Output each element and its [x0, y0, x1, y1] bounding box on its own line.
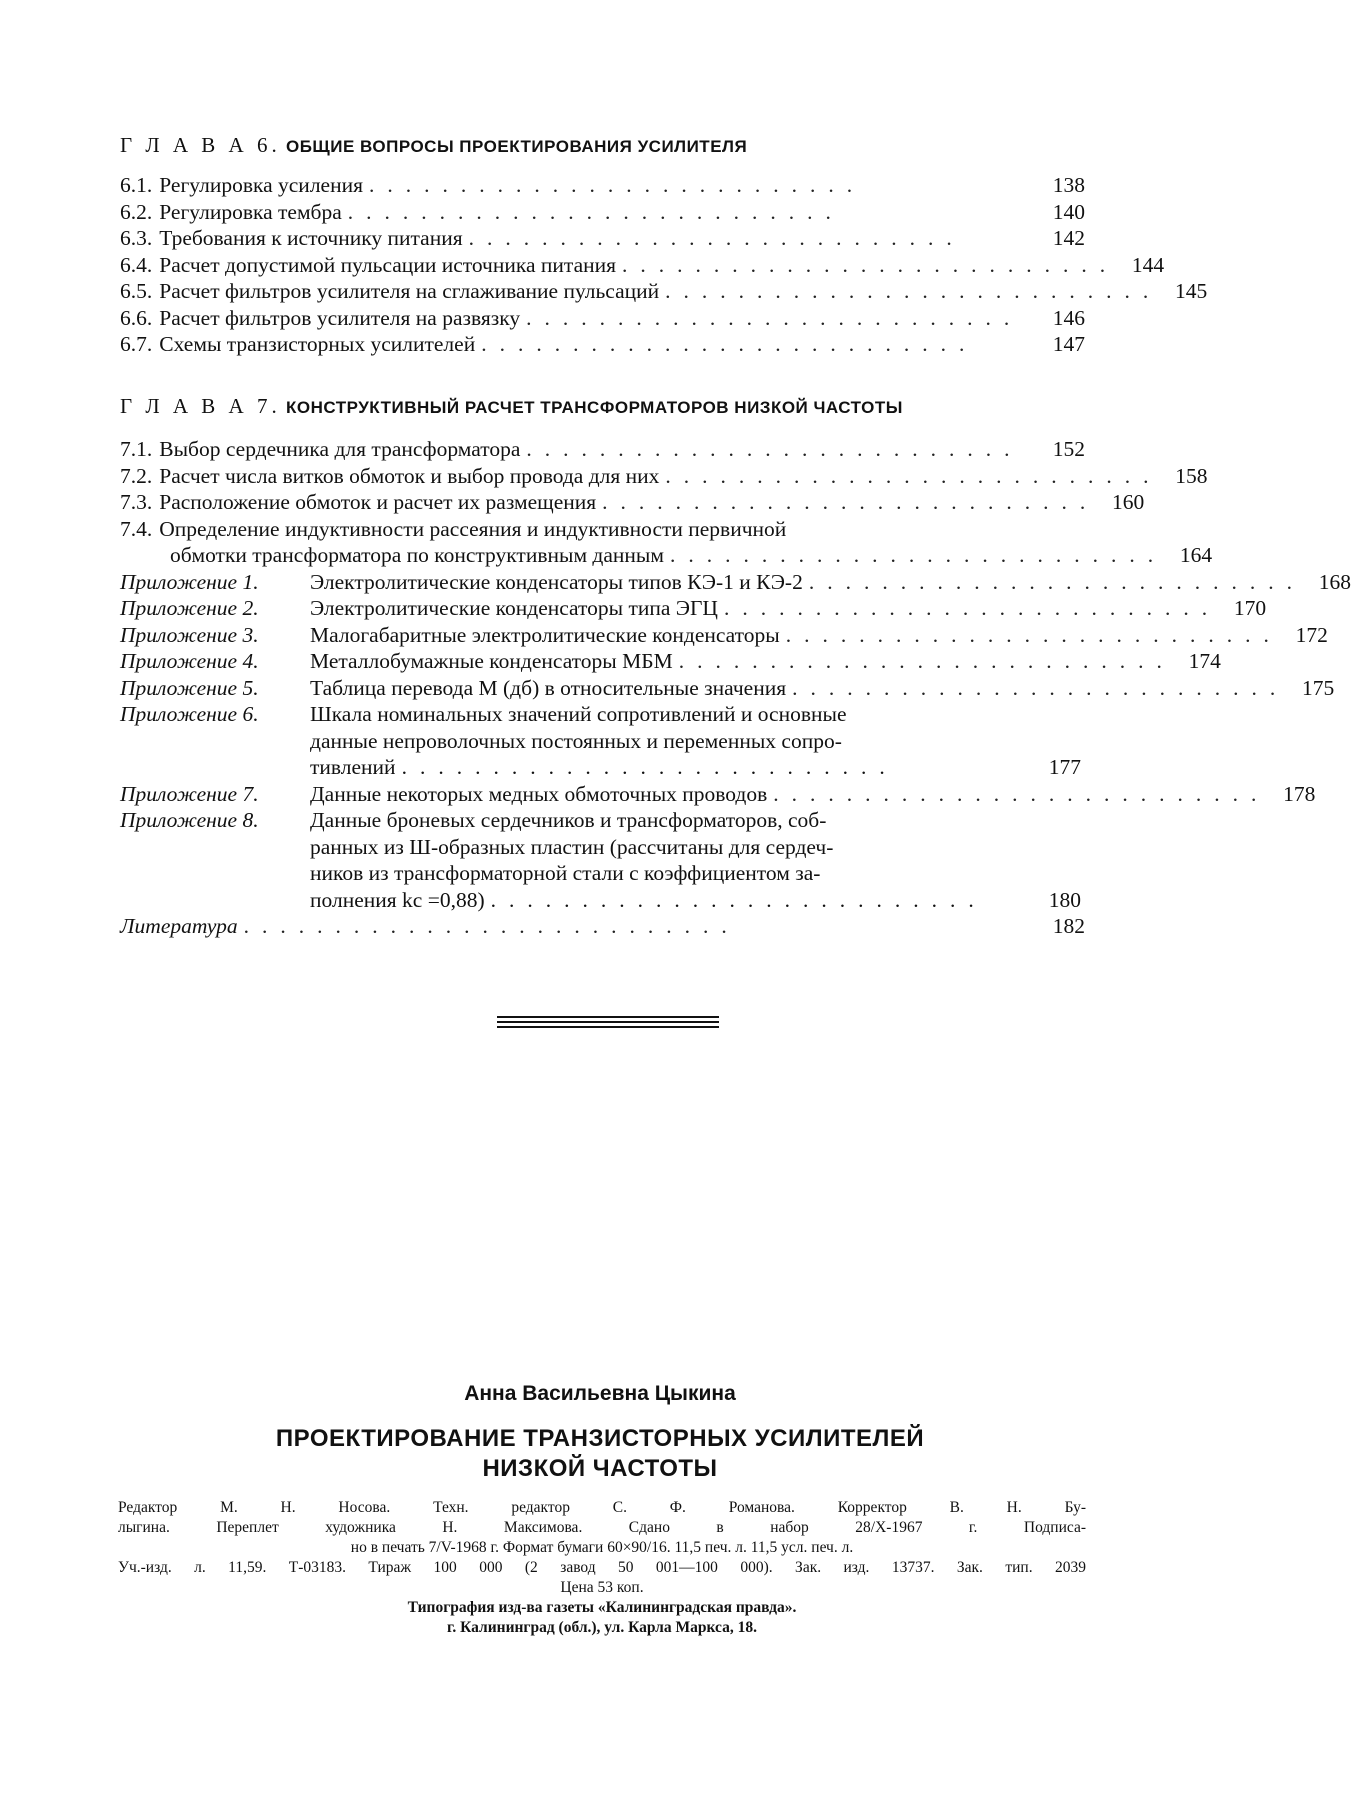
chapter-6-list — [120, 172, 1208, 358]
appendix-label: Приложение 6. — [120, 702, 259, 726]
appendix-title: Металлобумажные конденсаторы МБМ — [310, 649, 673, 673]
toc-entry-title: Расчет фильтров усилителя на сглаживание пульсаций — [159, 279, 660, 303]
toc-entry-title: Выбор сердечника для трансформатора — [159, 437, 521, 461]
literature-page: 182 — [1052, 914, 1085, 938]
toc-entry-page: 145 — [1175, 279, 1208, 303]
chapter-6-title: ОБЩИЕ ВОПРОСЫ ПРОЕКТИРОВАНИЯ УСИЛИТЕЛЯ — [285, 137, 748, 156]
leader-dots: ........................... — [481, 332, 978, 356]
leader-dots: ........................... — [723, 596, 1221, 620]
toc-entry-number: 6.2. — [120, 199, 153, 224]
chapter-7-section — [120, 392, 1351, 940]
appendix-page: 180 — [1048, 887, 1081, 912]
toc-entry — [120, 305, 1085, 332]
toc-entry-number: 7.2. — [120, 463, 153, 488]
appendix-title-continuation: данные непроволочных постоянных и переменных сопро- — [310, 728, 842, 753]
leader-dots: ........................... — [243, 914, 740, 938]
leader-dots: ........................... — [665, 463, 1162, 488]
colophon-line: Редактор М. Н. Носова. Техн. редактор С. Ф. Романова. Корректор В. Н. Бу- — [118, 1499, 1086, 1516]
appendix-title-continuation: ранных из Ш-образных пластин (рассчитаны для сердеч- — [310, 834, 834, 859]
appendix-title: Малогабаритные электролитические конденсаторы — [310, 622, 780, 647]
appendix-title-continuation: ников из трансформаторной стали с коэффициентом за- — [310, 861, 821, 885]
toc-entry-page: 142 — [1052, 226, 1085, 250]
appendix-entry — [120, 701, 1085, 781]
toc-entry-page: 144 — [1131, 252, 1165, 277]
toc-entry-title: Схемы транзисторных усилителей — [159, 332, 476, 356]
leader-dots: ........................... — [792, 675, 1289, 700]
toc-entry-number: 7.1. — [120, 437, 153, 461]
toc-entry-page: 140 — [1052, 199, 1085, 224]
toc-entry-title: Регулировка тембра — [159, 199, 342, 224]
colophon — [118, 1498, 1086, 1638]
appendix-title: Электролитические конденсаторы типа ЭГЦ — [310, 596, 718, 620]
toc-entry-continuation — [120, 542, 1213, 569]
appendix-entry — [120, 622, 1328, 649]
appendix-page: 175 — [1301, 675, 1335, 700]
appendix-label: Приложение 7. — [120, 781, 259, 806]
appendix-entry — [120, 569, 1351, 596]
appendix-entry — [120, 781, 1316, 808]
toc-entry — [120, 172, 1085, 199]
leader-dots: ........................... — [669, 543, 1167, 567]
appendix-label: Приложение 2. — [120, 596, 259, 620]
chapter-7-title: КОНСТРУКТИВНЫЙ РАСЧЕТ ТРАНСФОРМАТОРОВ НИЗКОЙ ЧАСТОТЫ — [285, 398, 903, 417]
toc-entry-number: 6.6. — [120, 305, 153, 330]
toc-entry — [120, 463, 1208, 490]
appendix-entry — [120, 807, 1085, 913]
appendix-page: 178 — [1283, 781, 1316, 806]
toc-entry-title: Требования к источнику питания — [159, 226, 463, 250]
toc-entry-number: 6.5. — [120, 279, 153, 303]
appendix-label: Приложение 8. — [120, 808, 259, 832]
toc-entry-title: Определение индуктивности рассеяния и индуктивности первичной — [159, 516, 787, 541]
chapter-7-label: Г Л А В А 7. — [120, 394, 281, 418]
separator-rule — [497, 1016, 719, 1018]
appendix-page: 177 — [1048, 755, 1081, 779]
toc-entry-page: 138 — [1052, 173, 1085, 197]
appendix-label: Приложение 1. — [120, 569, 259, 594]
toc-entry-page: 147 — [1052, 332, 1085, 356]
appendix-title: Данные некоторых медных обмоточных проводов — [310, 781, 768, 806]
toc-entry-page: 152 — [1052, 437, 1085, 461]
appendix-title: Таблица перевода М (дб) в относительные значения — [310, 675, 787, 700]
toc-entry — [120, 199, 1085, 226]
appendix-label: Приложение 5. — [120, 675, 259, 700]
toc-entry — [120, 436, 1085, 463]
separator-rule — [497, 1021, 719, 1023]
toc-entry — [120, 516, 1085, 543]
appendix-entry — [120, 675, 1335, 702]
toc-entry-number: 6.3. — [120, 226, 153, 250]
colophon-line: г. Калининград (обл.), ул. Карла Маркса, 18. — [447, 1619, 757, 1636]
toc-entry-number: 7.3. — [120, 490, 153, 514]
chapter-6-section — [120, 132, 1208, 358]
literature-label: Литература — [120, 914, 238, 938]
toc-entry-title: Расчет фильтров усилителя на развязку — [159, 305, 521, 330]
toc-entry-number: 6.4. — [120, 252, 153, 277]
leader-dots: ........................... — [369, 173, 866, 197]
leader-dots: ........................... — [602, 490, 1099, 514]
leader-dots: ........................... — [401, 755, 898, 779]
book-title-line: ПРОЕКТИРОВАНИЕ ТРАНЗИСТОРНЫХ УСИЛИТЕЛЕЙ — [275, 1425, 925, 1452]
toc-entry-page: 164 — [1179, 543, 1213, 567]
toc-entry-title: Расположение обмоток и расчет их размещения — [159, 490, 597, 514]
chapter-6-label: Г Л А В А 6. — [120, 133, 281, 157]
separator-rule — [497, 1026, 719, 1028]
appendix-title: Электролитические конденсаторы типов КЭ-1 и КЭ-2 — [310, 569, 803, 594]
toc-entry — [120, 225, 1085, 252]
leader-dots: ........................... — [665, 279, 1162, 303]
leader-dots: ........................... — [347, 199, 844, 224]
toc-entry-title: Регулировка усиления — [159, 173, 363, 197]
leader-dots: ........................... — [785, 622, 1282, 647]
colophon-line: лыгина. Переплет художника Н. Максимова. Сдано в набор 28/X-1967 г. Подписа- — [118, 1519, 1086, 1536]
appendix-title-continuation: полнения kс =0,88) — [310, 887, 485, 912]
toc-entry — [120, 278, 1208, 305]
toc-entry-number: 6.1. — [120, 173, 153, 197]
appendix-entry — [120, 595, 1267, 622]
appendix-title: Шкала номинальных значений сопротивлений и основные — [310, 702, 847, 726]
toc-entry-page: 158 — [1175, 463, 1208, 488]
toc-entry-page: 146 — [1052, 305, 1085, 330]
colophon-line: но в печать 7/V-1968 г. Формат бумаги 60×90/16. 11,5 печ. л. 11,5 усл. печ. л. — [350, 1539, 854, 1556]
appendix-label: Приложение 3. — [120, 622, 259, 647]
appendix-page: 172 — [1295, 622, 1328, 647]
book-title-line: НИЗКОЙ ЧАСТОТЫ — [482, 1455, 718, 1482]
toc-entry-title: Расчет числа витков обмоток и выбор провода для них — [159, 463, 660, 488]
colophon-line: Цена 53 коп. — [560, 1579, 644, 1596]
toc-entry-page: 160 — [1112, 490, 1145, 514]
chapter-7-list — [120, 436, 1351, 940]
toc-entry-title: Расчет допустимой пульсации источника питания — [159, 252, 617, 277]
toc-entry — [120, 489, 1145, 516]
leader-dots: ........................... — [468, 226, 965, 250]
chapter-7-heading — [120, 392, 1085, 422]
leader-dots: ........................... — [526, 437, 1023, 461]
appendix-page: 170 — [1233, 596, 1267, 620]
toc-entry — [120, 252, 1165, 279]
leader-dots: ........................... — [490, 887, 987, 912]
appendix-title-continuation: тивлений — [310, 755, 396, 779]
toc-entry — [120, 331, 1085, 358]
book-title — [0, 1424, 1200, 1484]
chapter-6-heading — [120, 132, 1085, 160]
toc-entry-number: 6.7. — [120, 332, 153, 356]
leader-dots: ........................... — [622, 252, 1119, 277]
colophon-line: Типография изд-ва газеты «Калининградская правда». — [407, 1599, 797, 1616]
appendix-entry — [120, 648, 1221, 675]
literature-entry — [120, 913, 1085, 940]
appendix-title: Данные броневых сердечников и трансформаторов, соб- — [310, 808, 827, 832]
toc-entry-number: 7.4. — [120, 516, 153, 541]
leader-dots: ........................... — [526, 305, 1023, 330]
appendix-label: Приложение 4. — [120, 649, 259, 673]
leader-dots: ........................... — [808, 569, 1305, 594]
appendix-page: 168 — [1318, 569, 1351, 594]
appendix-page: 174 — [1188, 649, 1221, 673]
leader-dots: ........................... — [773, 781, 1270, 806]
author-name: Анна Васильевна Цыкина — [464, 1382, 736, 1405]
colophon-line: Уч.-изд. л. 11,59. Т-03183. Тираж 100 000 (2 завод 50 001—100 000). Зак. изд. 13737. Зак. тип. 2039 — [118, 1559, 1086, 1576]
toc-entry-title: обмотки трансформатора по конструктивным данным — [170, 543, 664, 567]
leader-dots: ........................... — [678, 649, 1175, 673]
